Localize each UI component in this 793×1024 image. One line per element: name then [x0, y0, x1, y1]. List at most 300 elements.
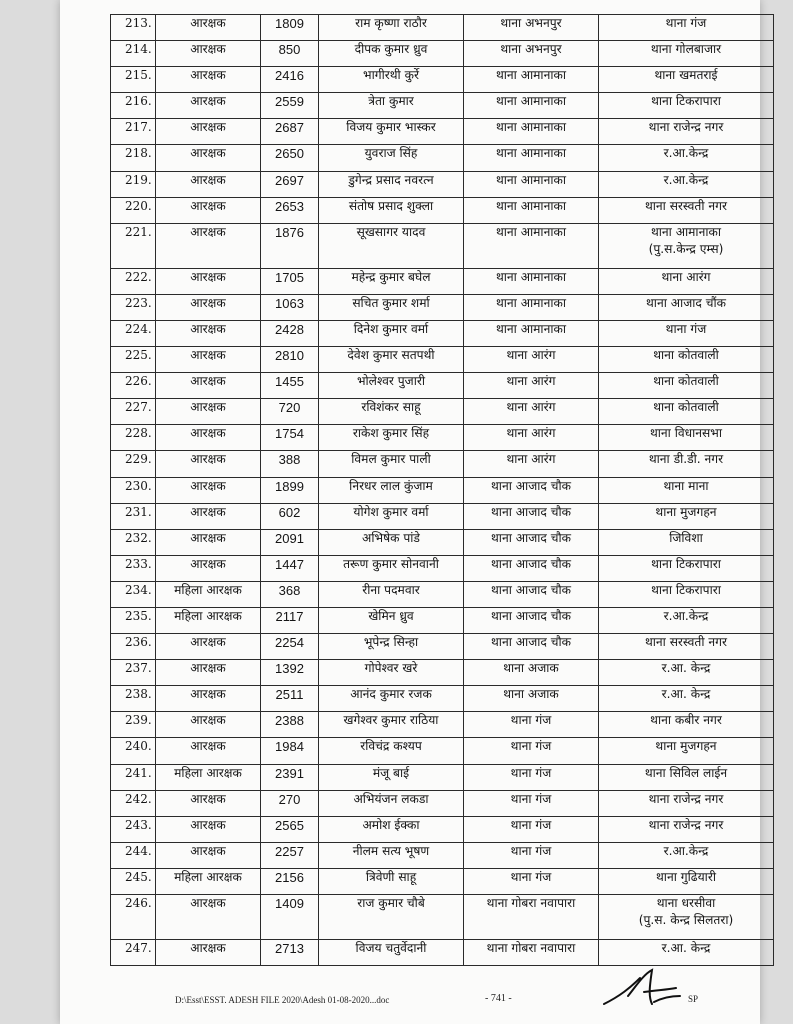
- rank-cell: [156, 145, 261, 171]
- current-station: थाना गंज: [510, 791, 552, 806]
- employee-name: सचित कुमार शर्मा: [352, 295, 430, 310]
- current-station-cell: [464, 503, 599, 529]
- rank: आरक्षक: [190, 68, 226, 83]
- transfer-station-cell: [599, 712, 774, 738]
- transfer-station: थाना गंज: [665, 321, 707, 336]
- serial-number: 238.: [125, 687, 152, 702]
- badge-number: 2650: [275, 146, 304, 162]
- transfer-station-cell: [599, 842, 774, 868]
- current-station-cell: [464, 607, 599, 633]
- rank-cell: [156, 67, 261, 93]
- rank: आरक्षक: [190, 295, 226, 310]
- current-station-cell: [464, 268, 599, 294]
- badge-number: 368: [278, 582, 301, 598]
- employee-name-cell: [319, 581, 464, 607]
- serial-number-cell: [111, 223, 156, 268]
- transfer-station: थाना टिकरापारा: [651, 556, 721, 571]
- badge-number: 2565: [275, 817, 304, 833]
- current-station-cell: [464, 764, 599, 790]
- current-station-cell: [464, 555, 599, 581]
- table-row: [111, 581, 774, 607]
- current-station: थाना गंज: [510, 869, 552, 884]
- current-station-cell: [464, 347, 599, 373]
- transfer-station-cell: [599, 764, 774, 790]
- badge-number-cell: [261, 15, 319, 41]
- rank-cell: [156, 529, 261, 555]
- transfer-station-note: (पु.स. केन्द्र सिलतरा): [638, 913, 734, 927]
- table-row: [111, 477, 774, 503]
- employee-name: भूपेन्द्र सिन्हा: [363, 635, 419, 650]
- badge-number: 2254: [275, 635, 304, 651]
- badge-number: 2091: [275, 530, 304, 546]
- table-row: [111, 294, 774, 320]
- serial-number-cell: [111, 868, 156, 894]
- transfer-station: थाना मुजगहन: [655, 504, 717, 519]
- transfer-station: र.आ. केन्द्र: [661, 941, 711, 955]
- transfer-station-cell: [599, 816, 774, 842]
- serial-number-cell: [111, 347, 156, 373]
- serial-number-cell: [111, 268, 156, 294]
- badge-number-cell: [261, 940, 319, 966]
- current-station-cell: [464, 197, 599, 223]
- badge-number-cell: [261, 67, 319, 93]
- transfer-station: थाना टिकरापारा: [651, 582, 721, 597]
- transfer-station: थाना सिविल लाईन: [644, 765, 728, 780]
- badge-number: 1876: [275, 224, 304, 240]
- serial-number-cell: [111, 425, 156, 451]
- employee-name-cell: [319, 686, 464, 712]
- transfer-station: थाना कोतवाली: [653, 374, 719, 389]
- employee-name: रीना पदमवार: [362, 582, 420, 597]
- rank-cell: [156, 790, 261, 816]
- rank-cell: [156, 660, 261, 686]
- badge-number: 2391: [275, 765, 304, 781]
- current-station-cell: [464, 686, 599, 712]
- serial-number-cell: [111, 790, 156, 816]
- badge-number-cell: [261, 555, 319, 581]
- employee-name-cell: [319, 764, 464, 790]
- badge-number: 270: [278, 791, 301, 807]
- employee-name-cell: [319, 895, 464, 940]
- table-row: [111, 399, 774, 425]
- serial-number-cell: [111, 764, 156, 790]
- badge-number: 2117: [275, 608, 304, 624]
- badge-number-cell: [261, 842, 319, 868]
- rank: आरक्षक: [190, 661, 226, 676]
- serial-number-cell: [111, 555, 156, 581]
- transfer-station-cell: [599, 347, 774, 373]
- current-station: थाना अजाक: [503, 661, 559, 676]
- employee-name: निरधर लाल कुंजाम: [349, 478, 433, 493]
- badge-number: 388: [278, 452, 301, 468]
- current-station: थाना आरंग: [506, 400, 556, 415]
- rank-cell: [156, 119, 261, 145]
- current-station-cell: [464, 660, 599, 686]
- serial-number-cell: [111, 119, 156, 145]
- serial-number: 221.: [125, 224, 152, 239]
- rank: आरक्षक: [190, 198, 226, 213]
- rank-cell: [156, 197, 261, 223]
- serial-number-cell: [111, 581, 156, 607]
- employee-name-cell: [319, 119, 464, 145]
- transfer-station-cell: [599, 790, 774, 816]
- serial-number-cell: [111, 145, 156, 171]
- table-row: [111, 268, 774, 294]
- table-row: [111, 119, 774, 145]
- table-row: [111, 320, 774, 346]
- table-row: [111, 145, 774, 171]
- current-station-cell: [464, 451, 599, 477]
- badge-number: 720: [278, 400, 301, 416]
- current-station: थाना आजाद चौक: [491, 478, 571, 493]
- serial-number-cell: [111, 607, 156, 633]
- transfer-station: थाना राजेन्द्र नगर: [648, 817, 724, 832]
- rank-cell: [156, 294, 261, 320]
- table-body: [111, 15, 774, 966]
- badge-number-cell: [261, 634, 319, 660]
- badge-number: 2388: [275, 713, 304, 729]
- employee-name: तरूण कुमार सोनवानी: [343, 556, 439, 571]
- employee-name-cell: [319, 320, 464, 346]
- employee-name: सूखसागर यादव: [356, 224, 426, 239]
- badge-number-cell: [261, 294, 319, 320]
- current-station: थाना आमानाका: [495, 224, 567, 239]
- employee-name-cell: [319, 145, 464, 171]
- transfer-station: थाना गुढियारी: [656, 869, 716, 884]
- serial-number: 231.: [125, 504, 152, 519]
- table-row: [111, 171, 774, 197]
- badge-number-cell: [261, 347, 319, 373]
- employee-name: देवेश कुमार सतपथी: [347, 348, 435, 363]
- current-station: थाना आजाद चौक: [491, 635, 571, 650]
- badge-number-cell: [261, 764, 319, 790]
- serial-number: 224.: [125, 321, 152, 336]
- badge-number-cell: [261, 868, 319, 894]
- badge-number-cell: [261, 268, 319, 294]
- serial-number: 233.: [125, 556, 152, 571]
- serial-number-cell: [111, 15, 156, 41]
- employee-name: दीपक कुमार ध्रुव: [354, 42, 428, 57]
- serial-number: 241.: [125, 765, 152, 780]
- current-station-cell: [464, 320, 599, 346]
- transfer-station-cell: [599, 320, 774, 346]
- rank: आरक्षक: [190, 504, 226, 519]
- rank-cell: [156, 738, 261, 764]
- rank: आरक्षक: [190, 452, 226, 467]
- employee-name-cell: [319, 940, 464, 966]
- table-row: [111, 223, 774, 268]
- current-station: थाना आरंग: [506, 426, 556, 441]
- badge-number: 1754: [275, 426, 304, 442]
- serial-number: 228.: [125, 426, 152, 441]
- table-row: [111, 529, 774, 555]
- current-station-cell: [464, 223, 599, 268]
- current-station-cell: [464, 634, 599, 660]
- transfer-station-cell: [599, 223, 774, 268]
- serial-number: 218.: [125, 146, 152, 161]
- rank: महिला आरक्षक: [174, 869, 242, 884]
- document-page: [60, 0, 760, 1024]
- table-row: [111, 738, 774, 764]
- rank-cell: [156, 607, 261, 633]
- serial-number-cell: [111, 451, 156, 477]
- badge-number: 2713: [275, 941, 304, 956]
- transfer-station-cell: [599, 41, 774, 67]
- badge-number: 1809: [275, 16, 304, 31]
- rank-cell: [156, 764, 261, 790]
- table-row: [111, 790, 774, 816]
- employee-name-cell: [319, 425, 464, 451]
- employee-name: विजय चतुर्वेदानी: [355, 941, 427, 955]
- current-station: थाना गोबरा नवापारा: [486, 941, 576, 955]
- badge-number-cell: [261, 581, 319, 607]
- serial-number: 226.: [125, 374, 152, 389]
- rank-cell: [156, 503, 261, 529]
- signature-title: SP: [688, 994, 699, 1004]
- employee-name: डुगेन्द्र प्रसाद नवरत्न: [348, 172, 434, 187]
- current-station: थाना आमानाका: [495, 321, 567, 336]
- employee-name: रविचंद्र कश्यप: [360, 739, 422, 754]
- transfer-station-cell: [599, 399, 774, 425]
- badge-number-cell: [261, 607, 319, 633]
- current-station: थाना आमानाका: [495, 172, 567, 187]
- employee-name: राम कृष्णा राठौर: [355, 16, 427, 30]
- signature-mark: [600, 966, 690, 1012]
- badge-number: 1392: [275, 661, 304, 677]
- serial-number-cell: [111, 712, 156, 738]
- transfer-station-cell: [599, 895, 774, 940]
- current-station: थाना आमानाका: [495, 120, 567, 135]
- serial-number: 229.: [125, 452, 152, 467]
- file-path: D:\Esst\ESST. ADESH FILE 2020\Adesh 01-08-2020...doc: [175, 995, 390, 1005]
- serial-number-cell: [111, 399, 156, 425]
- current-station: थाना आमानाका: [495, 146, 567, 161]
- serial-number: 213.: [125, 16, 152, 30]
- badge-number-cell: [261, 171, 319, 197]
- badge-number-cell: [261, 223, 319, 268]
- employee-name-cell: [319, 790, 464, 816]
- transfer-station: थाना कबीर नगर: [650, 713, 722, 728]
- current-station: थाना गंज: [510, 739, 552, 754]
- badge-number: 602: [278, 504, 301, 520]
- table-row: [111, 451, 774, 477]
- current-station-cell: [464, 940, 599, 966]
- transfer-station-cell: [599, 93, 774, 119]
- employee-name-cell: [319, 197, 464, 223]
- serial-number-cell: [111, 634, 156, 660]
- employee-name: योगेश कुमार वर्मा: [353, 504, 429, 519]
- serial-number: 239.: [125, 713, 152, 728]
- employee-name: दिनेश कुमार वर्मा: [353, 321, 429, 336]
- table-row: [111, 868, 774, 894]
- transfer-station-cell: [599, 373, 774, 399]
- serial-number-cell: [111, 686, 156, 712]
- table-row: [111, 67, 774, 93]
- transfer-station: थाना माना: [663, 478, 709, 493]
- serial-number: 214.: [125, 42, 152, 57]
- employee-name-cell: [319, 503, 464, 529]
- table-row: [111, 842, 774, 868]
- transfer-station-note: (पु.स.केन्द्र एम्स): [648, 241, 724, 256]
- badge-number-cell: [261, 529, 319, 555]
- serial-number-cell: [111, 842, 156, 868]
- transfer-station-cell: [599, 607, 774, 633]
- current-station: थाना आजाद चौक: [491, 582, 571, 597]
- current-station: थाना आरंग: [506, 374, 556, 389]
- employee-name-cell: [319, 738, 464, 764]
- current-station-cell: [464, 816, 599, 842]
- badge-number-cell: [261, 738, 319, 764]
- current-station: थाना आमानाका: [495, 198, 567, 213]
- serial-number: 244.: [125, 843, 152, 858]
- serial-number: 236.: [125, 635, 152, 650]
- transfer-station-cell: [599, 940, 774, 966]
- serial-number-cell: [111, 660, 156, 686]
- employee-name: भोलेश्वर पुजारी: [356, 374, 426, 389]
- current-station: थाना गोबरा नवापारा: [486, 896, 576, 910]
- employee-name: राकेश कुमार सिंह: [352, 426, 430, 441]
- badge-number: 1447: [275, 556, 304, 572]
- serial-number: 219.: [125, 172, 152, 187]
- employee-name-cell: [319, 477, 464, 503]
- serial-number: 217.: [125, 120, 152, 135]
- transfer-station: थाना सरस्वती नगर: [644, 198, 728, 213]
- rank: आरक्षक: [190, 843, 226, 858]
- rank: आरक्षक: [190, 739, 226, 754]
- transfer-station-cell: [599, 268, 774, 294]
- serial-number: 215.: [125, 68, 152, 83]
- serial-number-cell: [111, 816, 156, 842]
- transfer-station: थाना डी.डी. नगर: [648, 452, 724, 467]
- serial-number: 240.: [125, 739, 152, 754]
- current-station: थाना आजाद चौक: [491, 504, 571, 519]
- employee-name-cell: [319, 171, 464, 197]
- badge-number: 1899: [275, 478, 304, 494]
- badge-number: 2416: [275, 68, 304, 84]
- transfer-station: थाना कोतवाली: [653, 348, 719, 363]
- employee-name-cell: [319, 555, 464, 581]
- current-station-cell: [464, 67, 599, 93]
- employee-name-cell: [319, 41, 464, 67]
- current-station-cell: [464, 790, 599, 816]
- rank-cell: [156, 868, 261, 894]
- employee-name-cell: [319, 15, 464, 41]
- rank: आरक्षक: [190, 120, 226, 135]
- rank-cell: [156, 223, 261, 268]
- badge-number-cell: [261, 477, 319, 503]
- current-station: थाना अभनपुर: [500, 16, 562, 30]
- serial-number-cell: [111, 197, 156, 223]
- transfer-station-cell: [599, 581, 774, 607]
- current-station: थाना अजाक: [503, 687, 559, 702]
- transfer-station-cell: [599, 686, 774, 712]
- current-station-cell: [464, 145, 599, 171]
- badge-number: 1409: [275, 896, 304, 911]
- employee-name: महेन्द्र कुमार बघेल: [351, 269, 431, 284]
- transfer-station-cell: [599, 67, 774, 93]
- employee-name-cell: [319, 93, 464, 119]
- table-row: [111, 425, 774, 451]
- rank: महिला आरक्षक: [174, 582, 242, 597]
- current-station: थाना आमानाका: [495, 295, 567, 310]
- badge-number: 1705: [275, 269, 304, 285]
- rank: आरक्षक: [190, 478, 226, 493]
- employee-name: भागीरथी कुर्रे: [363, 68, 419, 83]
- current-station: थाना आरंग: [506, 348, 556, 363]
- employee-name: त्रेता कुमार: [368, 94, 414, 109]
- current-station-cell: [464, 895, 599, 940]
- employee-name: मंजू बाई: [372, 765, 410, 780]
- employee-name-cell: [319, 268, 464, 294]
- rank: आरक्षक: [190, 172, 226, 187]
- transfer-station: र.आ. केन्द्र: [661, 687, 711, 702]
- employee-name-cell: [319, 816, 464, 842]
- table-row: [111, 503, 774, 529]
- employee-name-cell: [319, 67, 464, 93]
- transfer-station: थाना आजाद चौंक: [646, 295, 726, 310]
- transfer-station: थाना राजेन्द्र नगर: [648, 791, 724, 806]
- serial-number: 246.: [125, 896, 152, 910]
- employee-name-cell: [319, 660, 464, 686]
- table-row: [111, 15, 774, 41]
- transfer-station: जिविशा: [669, 530, 703, 545]
- current-station-cell: [464, 425, 599, 451]
- serial-number-cell: [111, 67, 156, 93]
- rank: आरक्षक: [190, 16, 226, 30]
- rank: आरक्षक: [190, 94, 226, 109]
- transfer-station: थाना टिकरापारा: [651, 94, 721, 109]
- employee-name-cell: [319, 842, 464, 868]
- serial-number: 220.: [125, 198, 152, 213]
- rank-cell: [156, 634, 261, 660]
- serial-number: 230.: [125, 478, 152, 493]
- serial-number-cell: [111, 940, 156, 966]
- employee-name-cell: [319, 373, 464, 399]
- transfer-station-cell: [599, 171, 774, 197]
- employee-name-cell: [319, 294, 464, 320]
- current-station-cell: [464, 842, 599, 868]
- rank: आरक्षक: [190, 374, 226, 389]
- table-row: [111, 686, 774, 712]
- badge-number-cell: [261, 119, 319, 145]
- transfer-station: थाना खमतराई: [654, 68, 718, 83]
- table-row: [111, 607, 774, 633]
- rank-cell: [156, 93, 261, 119]
- current-station-cell: [464, 712, 599, 738]
- badge-number: 2697: [275, 172, 304, 188]
- badge-number: 2687: [275, 120, 304, 136]
- serial-number: 247.: [125, 941, 152, 955]
- serial-number-cell: [111, 738, 156, 764]
- transfer-station-cell: [599, 451, 774, 477]
- employee-name-cell: [319, 451, 464, 477]
- rank: आरक्षक: [190, 224, 226, 239]
- serial-number: 222.: [125, 269, 152, 284]
- transfer-station-cell: [599, 738, 774, 764]
- serial-number: 225.: [125, 348, 152, 363]
- badge-number-cell: [261, 712, 319, 738]
- rank: आरक्षक: [190, 817, 226, 832]
- serial-number-cell: [111, 93, 156, 119]
- transfer-station: थाना आमानाका: [650, 224, 722, 239]
- rank-cell: [156, 555, 261, 581]
- table-row: [111, 712, 774, 738]
- serial-number-cell: [111, 171, 156, 197]
- employee-name: अभिषेक पांडे: [362, 530, 420, 545]
- serial-number-cell: [111, 320, 156, 346]
- badge-number-cell: [261, 399, 319, 425]
- badge-number: 1455: [275, 374, 304, 390]
